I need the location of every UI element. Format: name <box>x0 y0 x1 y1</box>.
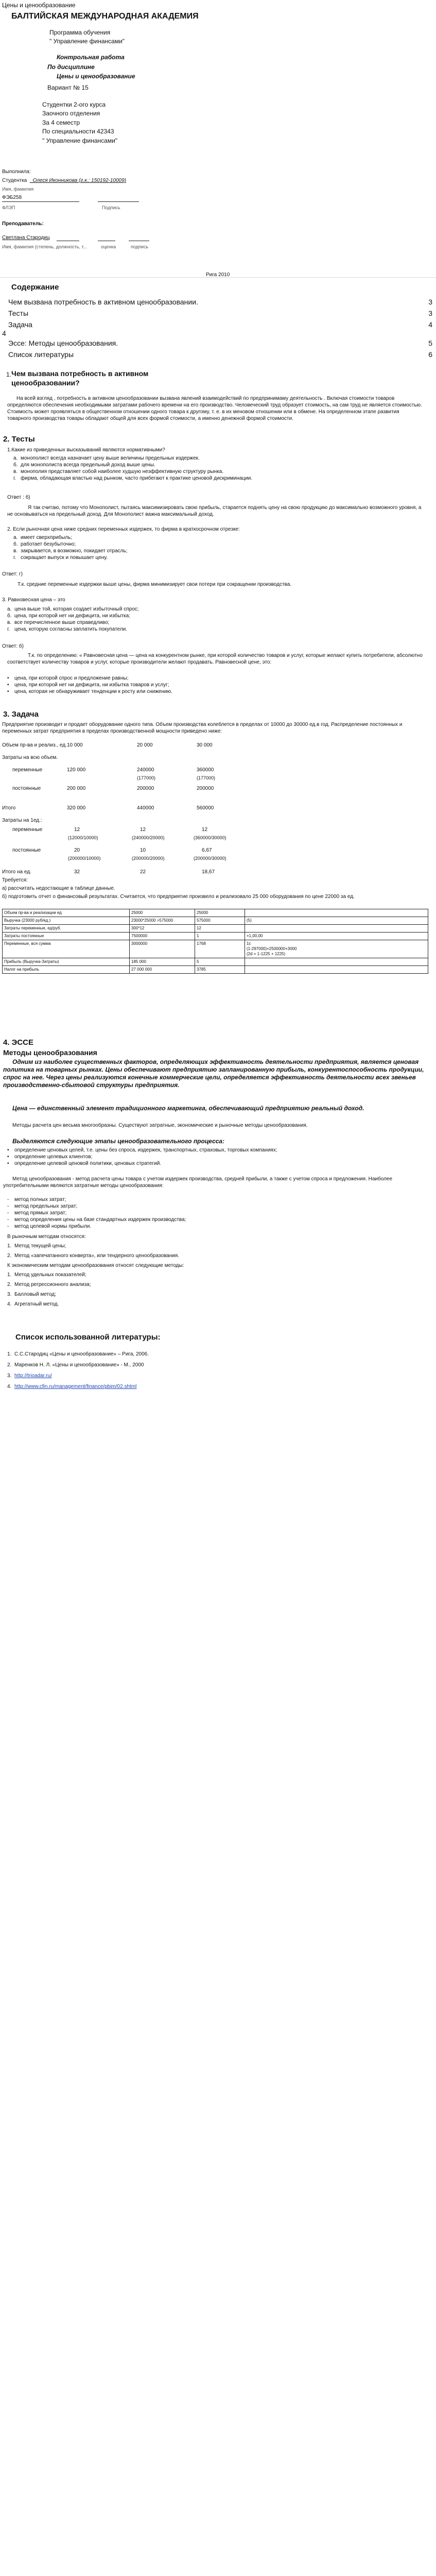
q2-option-d: г. сокращает выпуск и повышает цену. <box>13 555 108 561</box>
caption-grade: оценка <box>101 244 116 249</box>
cost-cell: 20 000 <box>137 742 153 748</box>
specialty-name: " Управление финансами" <box>42 137 118 144</box>
table-row <box>3 909 428 917</box>
section1-title-line2: ценообразовании? <box>11 379 80 387</box>
market-methods-list <box>7 1243 426 1259</box>
cost-row-label: переменные <box>12 827 43 833</box>
list-item: - метод полных затрат; <box>7 1197 66 1202</box>
cost-row-label: Затраты на 1ед.: <box>2 818 42 823</box>
table-cell: Переменные, вся сумма <box>3 940 130 958</box>
cost-cell: 6,67 <box>202 848 212 853</box>
q1-option-d: г. фирма, обладающая властью над рынком, часто прибегают к практике ценовой дискриминации. <box>13 476 253 481</box>
cost-row-label: Затраты на всю объем. <box>2 755 58 760</box>
table-cell: Объем пр-ва и реализации ед <box>3 909 130 917</box>
page-separator <box>0 277 436 278</box>
q3-option-a: а. цена выше той, которая создает избыточный спрос; <box>7 606 139 612</box>
list-item: - метод целевой нормы прибыли. <box>7 1224 92 1229</box>
cost-cell: 200000 <box>197 786 214 791</box>
program-line1: Программа обучения <box>49 29 111 36</box>
task-condition: Предприятие производит и продает оборудование одного типа. Объем производства колеблется в пределах от 10000 до 30000 ед.в год. Распределение постоянных и переменных затрат предприятия в пределах производственной мощности приведено ниже: <box>2 722 403 734</box>
caption-sign2: подпись <box>131 244 149 249</box>
table-cell: 7500000 <box>130 933 195 940</box>
section1-paragraph: На всей взгляд , потребность в активном ценообразовании вызвана явлений взаимодействий по предпринимаму деятельность . Включая стоимости товаров определяются обеспечения необходимыми затратами рабочего времени на его производство. Человеческий труд образует стоимость, на сам труд не является стоимостью. Стоимость может проявляться в общественном отношении одного товара к другому, т. е. в их меновом отношении или в обмене. На определенном этапе развития товарного производства товары обладают общей для всех формой стоимости, а именно денежной формой стоимости. <box>7 396 422 421</box>
cost-cell: 20 <box>74 848 80 853</box>
financial-results-table <box>2 909 428 974</box>
toc-item-2[interactable]: Тесты 3 <box>8 309 432 317</box>
cost-cell: 200000 <box>137 786 154 791</box>
toc-item-3[interactable]: Задача 4 <box>8 320 432 329</box>
table-row <box>3 933 428 940</box>
cost-cell: 200 000 <box>67 786 86 791</box>
q2-options <box>13 534 422 561</box>
cost-note: (200000/10000) <box>68 856 101 861</box>
q1-options <box>13 455 422 482</box>
essay-p5: К экономическим методам ценообразования относят следующие методы: <box>7 1263 184 1268</box>
cost-cell: 12 <box>74 827 80 833</box>
a2-answer: Ответ: г) <box>2 571 23 577</box>
table-cell: 1c (1-297000)+2500000+3000 (2d = 1-1225 + 1225) <box>245 940 428 958</box>
toc-list <box>2 297 432 359</box>
list-item: 1. Метод удельных показателей; <box>7 1272 86 1278</box>
cost-row-label: переменные <box>12 767 43 773</box>
table-cell: 12 <box>195 925 245 933</box>
table-cell <box>245 925 428 933</box>
table-row <box>3 940 428 958</box>
cost-row-label: постоянные <box>12 848 41 853</box>
list-item: 4. Агрегатный метод. <box>7 1301 59 1307</box>
a3-bullet: • цена, при которой нет ни дефицита, ни избытка товаров и услуг; <box>7 682 169 688</box>
list-item: - метод предельных затрат; <box>7 1204 78 1209</box>
a3-bullet: • цена, при которой спрос и предложение равны; <box>7 675 129 681</box>
table-cell: 5 <box>195 958 245 966</box>
q1-option-a: а. монополист всегда назначает цену выше величины предельных издержек. <box>13 455 200 461</box>
q3-options <box>7 606 416 633</box>
cost-methods-list <box>7 1196 426 1230</box>
toc-item-4[interactable]: Эссе: Методы ценообразования. 5 <box>8 339 432 347</box>
table-cell: Выручка (23000 руб/ед.) <box>3 917 130 925</box>
a1-explanation: Я так считаю, потому что Монополист, пытаясь максимизировать свою прибыль, старается поднять цену на свою продукцию до максимально возможного уровня, а не основываться на предельный доход. Для Монополист важна максимальный доход. <box>7 505 422 517</box>
essay-p2: Выделяются следующие этапы ценообразовательного процесса: <box>12 1138 224 1145</box>
list-item: • определение ценовых целей, т.е. цены без спроса, издержек, транспортных, страховых, торговых компаниях; <box>7 1147 277 1153</box>
cost-cell: 10 <box>140 848 146 853</box>
toc-item-5[interactable]: Список литературы 6 <box>8 350 432 359</box>
cost-row-label: Объем пр-ва и реализ., ед. <box>2 742 67 748</box>
group-underline <box>2 201 79 202</box>
group-code: ФЭБ258 <box>2 195 22 200</box>
table-cell: (5) <box>245 917 428 925</box>
cost-cell: 22 <box>140 869 146 875</box>
table-cell: 185 000 <box>130 958 195 966</box>
city-year: Рига 2010 <box>206 272 230 278</box>
toc-stray-number: 4 <box>2 329 6 337</box>
section4-title: 4. ЭССЕ <box>3 1038 34 1047</box>
table-cell: Затраты переменные, ед/руб. <box>3 925 130 933</box>
q3-option-b: б. цена, при которой нет ни дефицита, ни избытка; <box>7 613 130 619</box>
table-cell: 300*12 <box>130 925 195 933</box>
q3-option-d: г. цена, которую согласны заплатить покупатели. <box>7 626 127 632</box>
caption-name: Имя, фамилия <box>2 187 34 192</box>
doc-title: Цены и ценообразование <box>2 2 76 9</box>
program-line2: " Управление финансами" <box>49 38 125 45</box>
semester: За 4 семестр <box>42 119 80 126</box>
list-item: • определение целевых клиентов; <box>7 1154 93 1160</box>
variant-number: Вариант № 15 <box>47 84 89 91</box>
list-item: 2. Метод «запечатанного конверта», или тендерного ценообразования. <box>7 1253 180 1259</box>
discipline-name: Цены и ценообразование <box>57 73 135 80</box>
a3-bullets <box>7 675 416 695</box>
q3-text: 3. Равновесная цена – это <box>2 597 65 603</box>
q1-option-c: в. монополия представляет собой наиболее худшую неэффективную структуру рынка. <box>13 469 224 474</box>
list-item: 3. Балловый метод; <box>7 1292 56 1297</box>
reference-link[interactable]: http://www.cfin.ru/management/finance/pbim/02.shtml <box>14 1384 137 1389</box>
table-row <box>3 925 428 933</box>
table-cell: 1768 <box>195 940 245 958</box>
table-cell <box>245 958 428 966</box>
cost-cell: 30 000 <box>197 742 213 748</box>
a3-explanation: Т.к. по определению: « Равновесная цена — цена на конкурентном рынке, при которой количество товаров и услуг, которые желают купить потребители, абсолютно соответствует количеству товаров и услуг, которые производители желают продавать. Равновесной цене, это: <box>7 653 423 665</box>
toc-item-1[interactable]: Чем вызвана потребность в активном ценообразовании. 3 <box>8 298 432 306</box>
essay-lead2: Цена — единственный элемент традиционного маркетинга, обеспечивающий предприятию реальный доход. <box>12 1105 364 1112</box>
reference-item: 2. Маренков Н. Л. «Цены и ценообразование» - М., 2000 <box>7 1362 144 1368</box>
requirement-a: а) рассчитать недостающие в таблице данные. <box>2 886 115 891</box>
table-cell: +1,00,00 <box>245 933 428 940</box>
cost-note: (200000/20000) <box>132 856 165 861</box>
student-name: _Олеся Иконникова (г.к.: 150192-10009) <box>30 178 126 183</box>
section5-title: Список использованной литературы: <box>15 1333 161 1342</box>
cost-note: (240000/20000) <box>132 835 165 840</box>
q3-option-c: в. все перечисленное выше справедливо; <box>7 620 110 625</box>
cost-cell: 10 000 <box>67 742 83 748</box>
section2-title: 2. Тесты <box>3 435 35 444</box>
table-cell: 1 <box>195 933 245 940</box>
cost-note: (177000) <box>137 775 156 781</box>
completed-label: Выполнила: <box>2 169 31 175</box>
cost-cell: 32 <box>74 869 80 875</box>
q1-text: 1.Какие из приведенных высказываний являются нормативными? <box>7 447 165 453</box>
cost-note: (177000) <box>197 775 216 781</box>
list-item: 1. Метод текущей цены; <box>7 1243 66 1249</box>
student-course: Студентки 2-ого курса <box>42 101 106 108</box>
caption-date: ФЛЭП <box>2 205 15 210</box>
table-cell: 3785 <box>195 966 245 974</box>
cost-cell: 320 000 <box>67 805 86 811</box>
table-row <box>3 958 428 966</box>
reference-link[interactable]: http://trioadar.ru/ <box>14 1373 52 1379</box>
table-row <box>3 917 428 925</box>
department: Заочного отделения <box>42 110 100 117</box>
table-cell <box>245 966 428 974</box>
section1-title-line1: Чем вызвана потребность в активном <box>11 369 149 378</box>
academy-name: БАЛТИЙСКАЯ МЕЖДУНАРОДНАЯ АКАДЕМИЯ <box>11 12 199 21</box>
references-list <box>7 1351 426 1390</box>
table-cell: 3000000 <box>130 940 195 958</box>
table-cell: 23000*25000 =575000 <box>130 917 195 925</box>
reference-item: 4. http://www.cfin.ru/management/finance/pbim/02.shtml <box>7 1384 137 1389</box>
table-cell: 575000 <box>195 917 245 925</box>
a1-answer: Ответ : б) <box>7 495 30 500</box>
cost-cell: 360000 <box>197 767 214 773</box>
essay-p1: Методы расчета цен весьма многообразны. Существуют затратные, экономические и рыночные методы ценообразования. <box>12 1123 308 1128</box>
cost-note: (12000/10000) <box>68 835 98 840</box>
requirement-b: б) подготовить отчет о финансовый результатах. Считается, что предприятие произвело и реализовало 25 000 оборудования по цене 22000 за ед. <box>2 894 355 900</box>
q2-text: 2. Если рыночная цена ниже средних переменных издержек, то фирма в краткосрочном отрезке: <box>7 527 240 532</box>
list-item: 2. Метод регрессионного анализа; <box>7 1282 91 1287</box>
section1-number: 1. <box>6 371 12 378</box>
cost-note: (360000/30000) <box>194 835 226 840</box>
teacher-label: Преподаватель: <box>2 221 44 227</box>
essay-subtitle: Методы ценообразования <box>3 1048 97 1057</box>
specialty: По специальности 42343 <box>42 128 114 135</box>
cost-cell: 12 <box>202 827 208 833</box>
table-cell: 25000 <box>195 909 245 917</box>
cost-note: (200000/30000) <box>194 856 226 861</box>
cost-cell: 120 000 <box>67 767 86 773</box>
list-item: • определение целевой ценовой политики, ценовых стратегий. <box>7 1161 162 1166</box>
required-label: Требуется: <box>2 877 28 883</box>
essay-lead: Одним из наиболее существенных факторов, определяющих эффективность деятельности предприятия, является ценовая политика на товарных рынках. Цены обеспечивают предприятию запланированную прибыль, конкурентоспособность продукции, спрос на нее. Через цены реализуются конечные коммерческие цели, определяется эффективность деятельности всех звеньев производственно-сбытовой структуры предприятия. <box>3 1058 424 1089</box>
a3-bullet: • цена, которая не обнаруживает тенденции к росту или снижению. <box>7 689 172 694</box>
caption-teacher: Имя, фамилия (степень, должность, т... <box>2 244 88 249</box>
table-cell: Прибыль (Выручка-Затраты) <box>3 958 130 966</box>
list-item: - метод прямых затрат; <box>7 1210 67 1216</box>
sign-underline <box>98 201 139 202</box>
list-item: - метод определения цены на базе стандартных издержек производства; <box>7 1217 186 1223</box>
essay-stages-list <box>7 1147 426 1167</box>
teacher-name: Светлана Стародиц <box>2 235 50 241</box>
toc-heading: Содержание <box>11 283 59 292</box>
cost-row-label: постоянные <box>12 786 41 791</box>
cost-cell: 18,67 <box>202 869 215 875</box>
cost-row-label: Итого <box>2 805 16 811</box>
cost-table <box>2 742 434 886</box>
table-cell <box>245 909 428 917</box>
cost-cell: 440000 <box>137 805 154 811</box>
cost-row-label: Итого на ед. <box>2 869 31 875</box>
cost-cell: 560000 <box>197 805 214 811</box>
discipline-label: По дисциплине <box>47 63 95 71</box>
work-type: Контрольная работа <box>57 54 125 61</box>
table-cell: Налог на прибыль <box>3 966 130 974</box>
reference-item: 3. http://trioadar.ru/ <box>7 1373 52 1379</box>
essay-p4: В рыночным методам относятся: <box>7 1234 86 1240</box>
caption-sign: Подпись <box>102 205 120 210</box>
q1-option-b: б. для монополиста всегда предельный доход выше цены. <box>13 462 155 468</box>
reference-item: 1. С.С.Стародиц «Цены и ценообразование» – Рига, 2006. <box>7 1351 149 1357</box>
cost-cell: 12 <box>140 827 146 833</box>
economic-methods-list <box>7 1272 426 1308</box>
a2-explanation: Т.к. средние переменные издержки выше цены, фирма минимизирует свои потери при сокращении производства. <box>18 582 292 587</box>
cost-cell: 240000 <box>137 767 154 773</box>
q2-option-a: а. имеет сверхприбыль; <box>13 535 73 540</box>
table-cell: 27 000 000 <box>130 966 195 974</box>
essay-p3: Метод ценообразования - метод расчета цены товара с учетом издержек производства, средней прибыли, а также с учетом спроса и предложения. Наиболее употребительными являются затратные методы ценообразования: <box>3 1176 393 1189</box>
table-cell: Затраты постоянные <box>3 933 130 940</box>
student-prefix: Студентка <box>2 178 27 183</box>
table-cell: 25000 <box>130 909 195 917</box>
q2-option-b: б. работает безубыточно; <box>13 541 76 547</box>
a3-answer: Ответ: б) <box>2 643 24 649</box>
q2-option-c: в. закрывается, в возможно, покидает отрасль; <box>13 548 128 554</box>
table-row <box>3 966 428 974</box>
section3-title: 3. Задача <box>3 710 39 719</box>
